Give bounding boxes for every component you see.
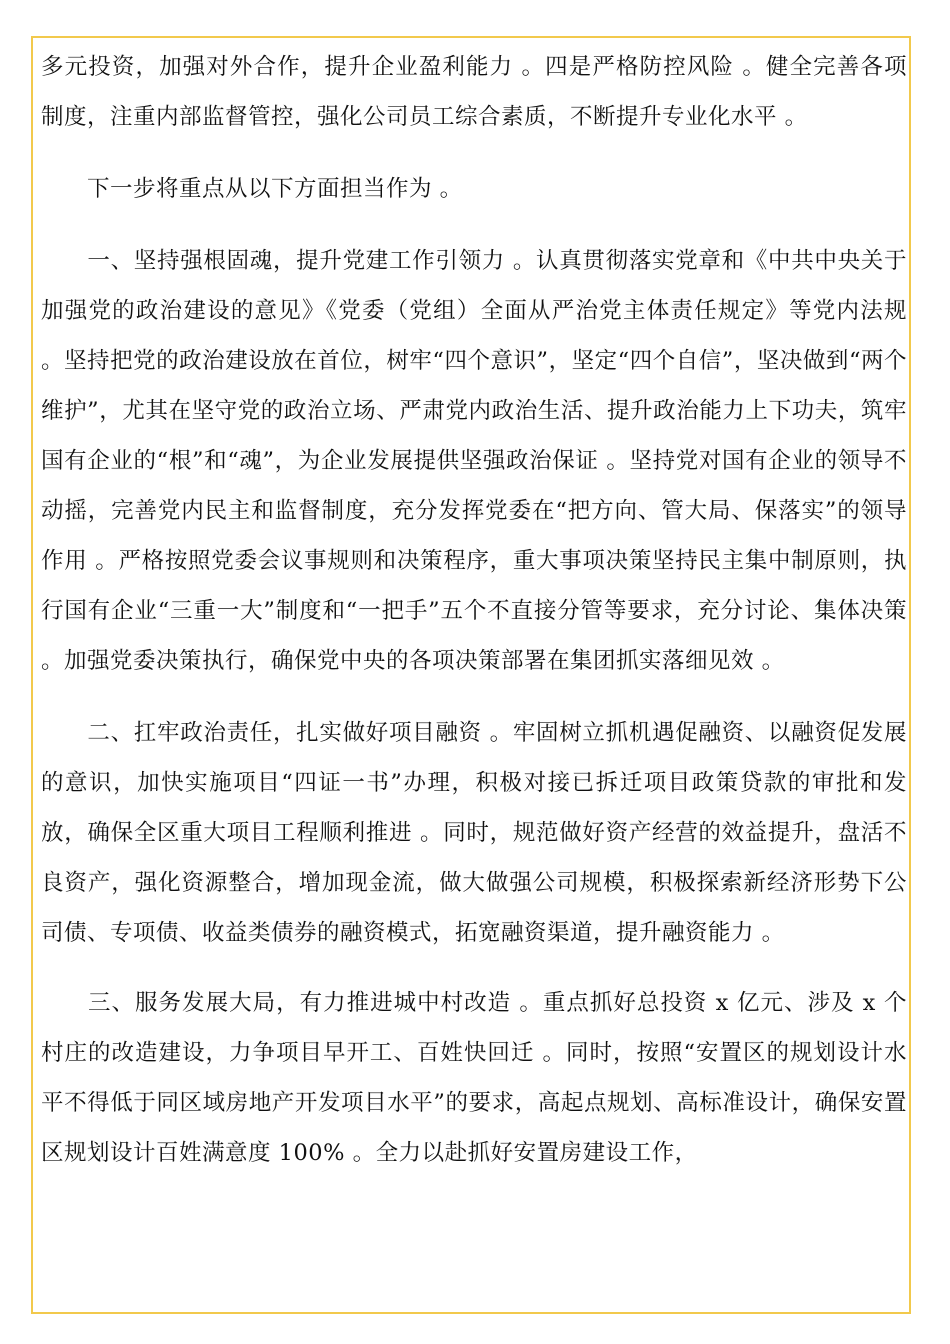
paragraph-spacer (41, 686, 907, 708)
paragraph-continuation: 多元投资，加强对外合作，提升企业盈利能力 。四是严格防控风险 。健全完善各项制度，注重内部监督管控，强化公司员工综合素质，不断提升专业化水平 。 (41, 54, 907, 130)
paragraph-village-renovation: 三、服务发展大局，有力推进城中村改造 。重点抓好总投资 x 亿元、涉及 x 个村庄的改造建设，力争项目早开工、百姓快回迁 。同时，按照“安置区的规划设计水平不得低于同区域房地产开发项目水平”的要求，高起点规划、高标准设计，确保安置区规划设计百姓满意度 100% 。全力以赴抓好安置房建设工作， (41, 990, 907, 1166)
paragraph-project-financing: 二、扛牢政治责任，扎实做好项目融资 。牢固树立抓机遇促融资、以融资促发展的意识，加快实施项目“四证一书”办理，积极对接已拆迁项目政策贷款的审批和发放，确保全区重大项目工程顺利推进 。同时，规范做好资产经营的效益提升，盘活不良资产，强化资源整合，增加现金流，做大做强公司规模，积极探索新经济形势下公司债、专项债、收益类债券的融资模式，拓宽融资渠道，提升融资能力 。 (41, 720, 907, 946)
paragraph-next-steps-intro: 下一步将重点从以下方面担当作为 。 (41, 176, 463, 202)
paragraph-spacer (41, 958, 907, 978)
paragraph-spacer (41, 142, 907, 164)
paragraph-spacer (41, 214, 907, 236)
paragraph-party-building: 一、坚持强根固魂，提升党建工作引领力 。认真贯彻落实党章和《中共中央关于加强党的政治建设的意见》《党委（党组）全面从严治党主体责任规定》等党内法规 。坚持把党的政治建设放在首位，树牢“四个意识”，坚定“四个自信”，坚决做到“两个维护”，尤其在坚守党的政治立场、严肃党内政治生活、提升政治能力上下功夫，筑牢国有企业的“根”和“魂”，为企业发展提供坚强政治保证 。坚持党对国有企业的领导不动摇，完善党内民主和监督制度，充分发挥党委在“把方向、管大局、保落实”的领导作用 。严格按照党委会议事规则和决策程序，重大事项决策坚持民主集中制原则，执行国有企业“三重一大”制度和“一把手”五个不直接分管等要求，充分讨论、集体决策 。加强党委决策执行，确保党中央的各项决策部署在集团抓实落细见效 。 (41, 248, 907, 674)
document-body (41, 42, 907, 1178)
